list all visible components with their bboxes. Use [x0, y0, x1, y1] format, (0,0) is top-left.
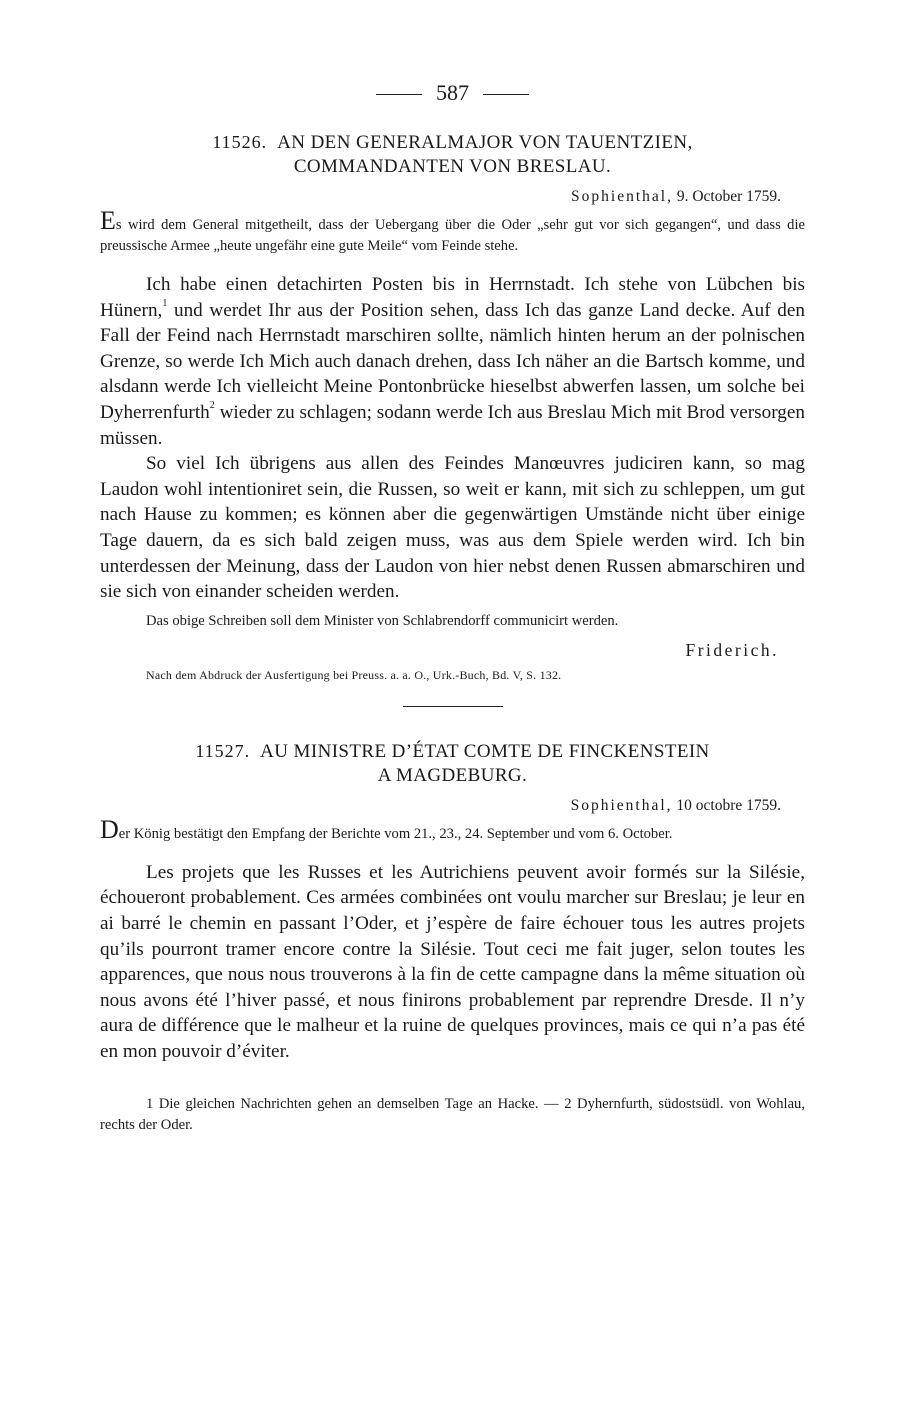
footnote-2-marker: 2: [564, 1096, 572, 1113]
section-divider: [403, 706, 503, 707]
letter1-place: Sophienthal,: [571, 188, 673, 205]
page-number-dash-right: [483, 94, 529, 95]
letter1-heading: [100, 130, 805, 179]
letter1-date: 9. October 1759.: [676, 188, 781, 205]
letter1-body: [100, 272, 805, 605]
letter1-source: Nach dem Abdruck der Ausfertigung bei Preuss. a. a. O., Urk.-Buch, Bd. V, S. 132.: [146, 667, 562, 682]
letter2-heading-line2: A MAGDEBURG.: [377, 764, 528, 786]
page-number-dash-left: [376, 94, 422, 95]
footnote-1-text: Die gleichen Nachrichten gehen an demselben Tage an Hacke. —: [153, 1096, 565, 1113]
letter2-summary: [100, 814, 805, 845]
footnotes: [100, 1094, 805, 1136]
letter1-para1-part2: und werdet Ihr aus der Position sehen, dass Ich das ganze Land decke. Auf den Fall der Feind nach Herrnstadt marschiren sollte, nämlich hinten herum an der polnischen Grenze, so werde Ich Mich auch danach drehen, dass Ich näher an die Bartsch komme, und alsdann werde Ich vielleicht Meine Pontonbrücke hieselbst abwerfen lassen, um solche bei Dyherrenfurth: [100, 299, 805, 423]
letter1-note: Das obige Schreiben soll dem Minister von Schlabrendorff communicirt werden.: [146, 612, 619, 629]
letter1-summary: [100, 206, 805, 257]
page-number-line: [100, 80, 805, 114]
letter2-place: Sophienthal,: [570, 796, 673, 814]
letter2-paragraph-1: Les projets que les Russes et les Autrichiens peuvent avoir formés sur la Silésie, échoueront probablement. Ces armées combinées ont voulu marcher sur Breslau; je leur en ai barré le chemin en passant l’Oder, et j’espère de faire échouer tous les autres projets qu’ils pourront tramer encore contre la Silésie. Tout ceci me fait juger, selon toutes les apparences, que nous nous trouverons à la fin de cette campagne dans la même situation où nous avons été l’hiver passé, et nous finirons probablement par reprendre Dresde. Il n’y aura de différence que le malheur et la ruine de quelques provinces, mais ce qui n’a pas été en mon pouvoir d’éviter.: [100, 861, 805, 1062]
letter2-body: [100, 860, 805, 1065]
letter2-summary-text: er König bestätigt den Empfang der Berichte vom 21., 23., 24. September und vom 6. October.: [118, 825, 673, 842]
letter1-paragraph-2: So viel Ich übrigens aus allen des Feindes Manœuvres judiciren kann, so mag Laudon wohl intentioniret sein, die Russen, so weit er kann, mit sich zu schleppen, um gut nach Hause zu kommen; es können aber die gegenwärtigen Umstände nicht über einige Tage dauern, da es sich bald zeigen muss, was aus dem Spiele werden wird. Ich bin unterdessen der Meinung, dass der Laudon von hier nebst denen Russen abmarschiren und sie sich von einander scheiden werden.: [100, 453, 805, 603]
letter2-heading-line1: AU MINISTRE D’ÉTAT COMTE DE FINCKENSTEIN: [260, 740, 710, 762]
letter2-heading: [100, 739, 805, 788]
letter1-signature: Friderich.: [685, 639, 779, 660]
document-page: [100, 80, 805, 1136]
footnote-2-text: Dyhernfurth, südostsüdl. von Wohlau, rechts der Oder.: [100, 1096, 806, 1134]
letter2-date: 10 octobre 1759.: [676, 796, 781, 814]
letter1-paragraph-1: [100, 272, 805, 451]
letter1-para1-part3: wieder zu schlagen; sodann werde Ich aus Breslau Mich mit Brod versorgen müssen.: [100, 401, 805, 449]
letter1-summary-text: s wird dem General mitgetheilt, dass der Uebergang über die Oder „sehr gut vor sich gegangen“, und dass die preussische Armee „heute ungefähr eine gute Meile“ vom Feinde stehe.: [100, 217, 805, 254]
letter1-summary-initial: E: [100, 206, 116, 235]
page-number: 587: [436, 80, 469, 105]
letter2-dateline: [100, 795, 805, 817]
letter2-number: 11527.: [195, 740, 251, 761]
footnote-ref-1: 1: [162, 297, 168, 309]
letter2-summary-initial: D: [100, 814, 119, 844]
letter1-para1-part1: Ich habe einen detachirten Posten bis in Herrnstadt. Ich stehe von Lübchen bis Hünern,: [100, 274, 805, 321]
letter1-dateline: [100, 186, 805, 208]
footnote-ref-2: 2: [209, 399, 215, 411]
footnote-text: [100, 1094, 805, 1136]
letter1-heading-line2: COMMANDANTEN VON BRESLAU.: [293, 156, 612, 177]
letter1-number: 11526.: [212, 132, 268, 152]
letter1-heading-line1: AN DEN GENERALMAJOR VON TAUENTZIEN,: [277, 132, 693, 153]
footnote-1-marker: 1: [146, 1096, 154, 1113]
